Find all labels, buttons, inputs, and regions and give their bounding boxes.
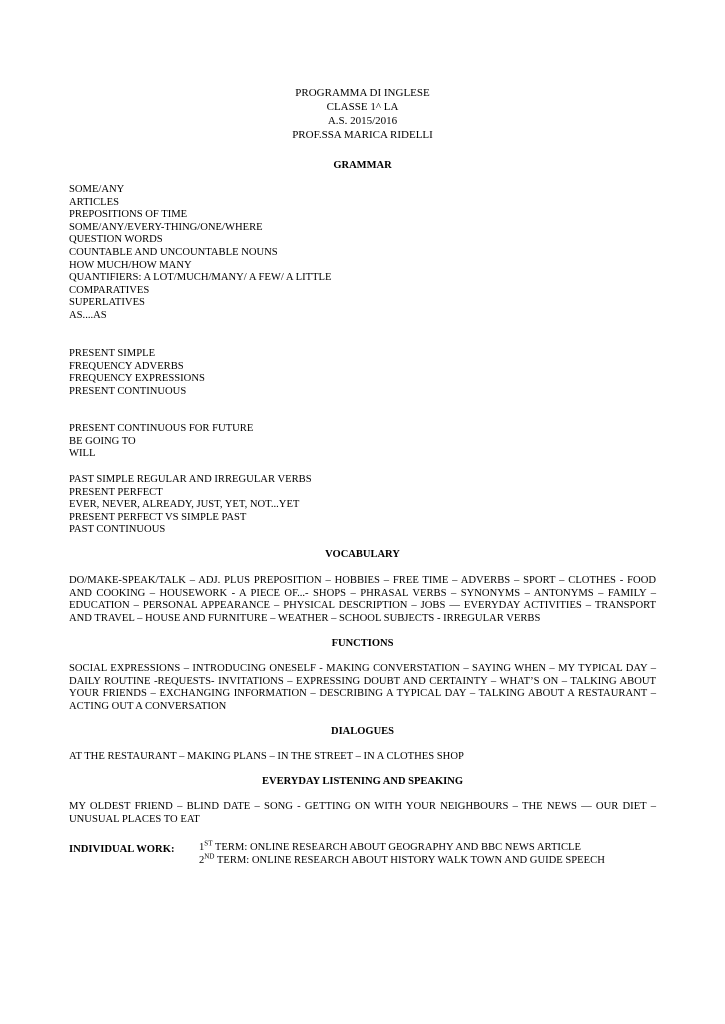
- vocabulary-heading: VOCABULARY: [325, 549, 400, 560]
- grammar-item: ARTICLES: [69, 196, 119, 208]
- individual-work-colon: :: [170, 844, 175, 855]
- grammar-item: FREQUENCY EXPRESSIONS: [69, 373, 205, 385]
- term-2-text: TERM: ONLINE RESEARCH ABOUT HISTORY WALK TOWN AND GUIDE SPEECH: [214, 854, 605, 866]
- term-1-text: TERM: ONLINE RESEARCH ABOUT GEOGRAPHY AND BBC NEWS ARTICLE: [212, 842, 581, 853]
- grammar-item: EVER, NEVER, ALREADY, JUST, YET, NOT...YET: [69, 499, 300, 511]
- term-1-line: [199, 839, 605, 855]
- grammar-heading: GRAMMAR: [333, 160, 392, 171]
- term-2-line: [199, 852, 605, 868]
- grammar-item: PRESENT SIMPLE: [69, 348, 156, 359]
- grammar-item: PRESENT CONTINUOUS: [69, 385, 187, 397]
- functions-text: SOCIAL EXPRESSIONS – INTRODUCING ONESELF - MAKING CONVERSTATION – SAYING WHEN – MY TYPICAL DAY – DAILY ROUTINE -REQUESTS- INVITATIONS – EXPRESSING DOUBT AND CERTAINTY – WHAT’S ON – TALKING ABOUT YOUR FRIENDS – EXCHANGING INFORMATION – DESCRIBING A TYPICAL DAY – TALKING ABOUT A RESTAURANT – ACTING OUT A CONVERSATION: [69, 663, 656, 712]
- grammar-group-1: [69, 184, 656, 323]
- individual-work-terms: [199, 839, 605, 868]
- dialogues-text: AT THE RESTAURANT – MAKING PLANS – IN THE STREET – IN A CLOTHES SHOP: [69, 751, 464, 762]
- grammar-item: COUNTABLE AND UNCOUNTABLE NOUNS: [69, 246, 278, 258]
- grammar-item: PREPOSITIONS OF TIME: [69, 209, 188, 221]
- grammar-item: BE GOING TO: [69, 435, 136, 447]
- grammar-item: HOW MUCH/HOW MANY: [69, 259, 192, 271]
- grammar-item: PRESENT PERFECT: [69, 486, 163, 498]
- term-1-ordinal: ST: [204, 839, 213, 848]
- grammar-item: PRESENT CONTINUOUS FOR FUTURE: [69, 423, 254, 434]
- listening-speaking-text: MY OLDEST FRIEND – BLIND DATE – SONG - GETTING ON WITH YOUR NEIGHBOURS – THE NEWS — OUR DIET – UNUSUAL PLACES TO EAT: [69, 801, 656, 825]
- term-1-number: 1: [199, 842, 205, 853]
- grammar-item: PAST SIMPLE REGULAR AND IRREGULAR VERBS: [69, 474, 312, 485]
- grammar-item: PAST CONTINUOUS: [69, 524, 166, 536]
- grammar-item: SOME/ANY/EVERY-THING/ONE/WHERE: [69, 221, 263, 233]
- header-class: CLASSE 1^ LA: [326, 101, 399, 113]
- header-school-year: A.S. 2015/2016: [327, 115, 398, 127]
- individual-work-label: [69, 844, 174, 857]
- header-title: PROGRAMMA DI INGLESE: [295, 87, 430, 99]
- header-teacher: PROF.SSA MARICA RIDELLI: [292, 129, 433, 141]
- grammar-item: FREQUENCY ADVERBS: [69, 360, 184, 372]
- listening-speaking-heading: EVERYDAY LISTENING AND SPEAKING: [261, 776, 464, 787]
- term-2-number: 2: [199, 854, 205, 866]
- grammar-item: SUPERLATIVES: [69, 297, 145, 309]
- grammar-item: QUANTIFIERS: A LOT/MUCH/MANY/ A FEW/ A LITTLE: [69, 272, 332, 284]
- term-2-ordinal: ND: [204, 852, 215, 861]
- individual-work-label-text: INDIVIDUAL WORK: [69, 844, 171, 855]
- document-header: [0, 86, 725, 142]
- grammar-group-2: [69, 348, 656, 398]
- grammar-item: COMPARATIVES: [69, 284, 150, 296]
- grammar-item: AS....AS: [69, 309, 107, 321]
- grammar-group-3: [69, 423, 656, 461]
- grammar-item: WILL: [69, 448, 96, 460]
- grammar-group-4: [69, 474, 656, 537]
- grammar-item: SOME/ANY: [69, 184, 125, 195]
- grammar-item: QUESTION WORDS: [69, 234, 163, 246]
- vocabulary-text: DO/MAKE-SPEAK/TALK – ADJ. PLUS PREPOSITION – HOBBIES – FREE TIME – ADVERBS – SPORT – CLOTHES - FOOD AND COOKING – HOUSEWORK - A PIECE OF...- SHOPS – PHRASAL VERBS – SYNONYMS – ANTONYMS – FAMILY – EDUCATION – PERSONAL APPEARANCE – PHYSICAL DESCRIPTION – JOBS — EVERYDAY ACTIVITIES – TRANSPORT AND TRAVEL – HOUSE AND FURNITURE – WEATHER – SCHOOL SUBJECTS - IRREGULAR VERBS: [69, 575, 656, 624]
- grammar-item: PRESENT PERFECT VS SIMPLE PAST: [69, 511, 247, 523]
- dialogues-heading: DIALOGUES: [330, 726, 394, 737]
- functions-heading: FUNCTIONS: [331, 638, 394, 649]
